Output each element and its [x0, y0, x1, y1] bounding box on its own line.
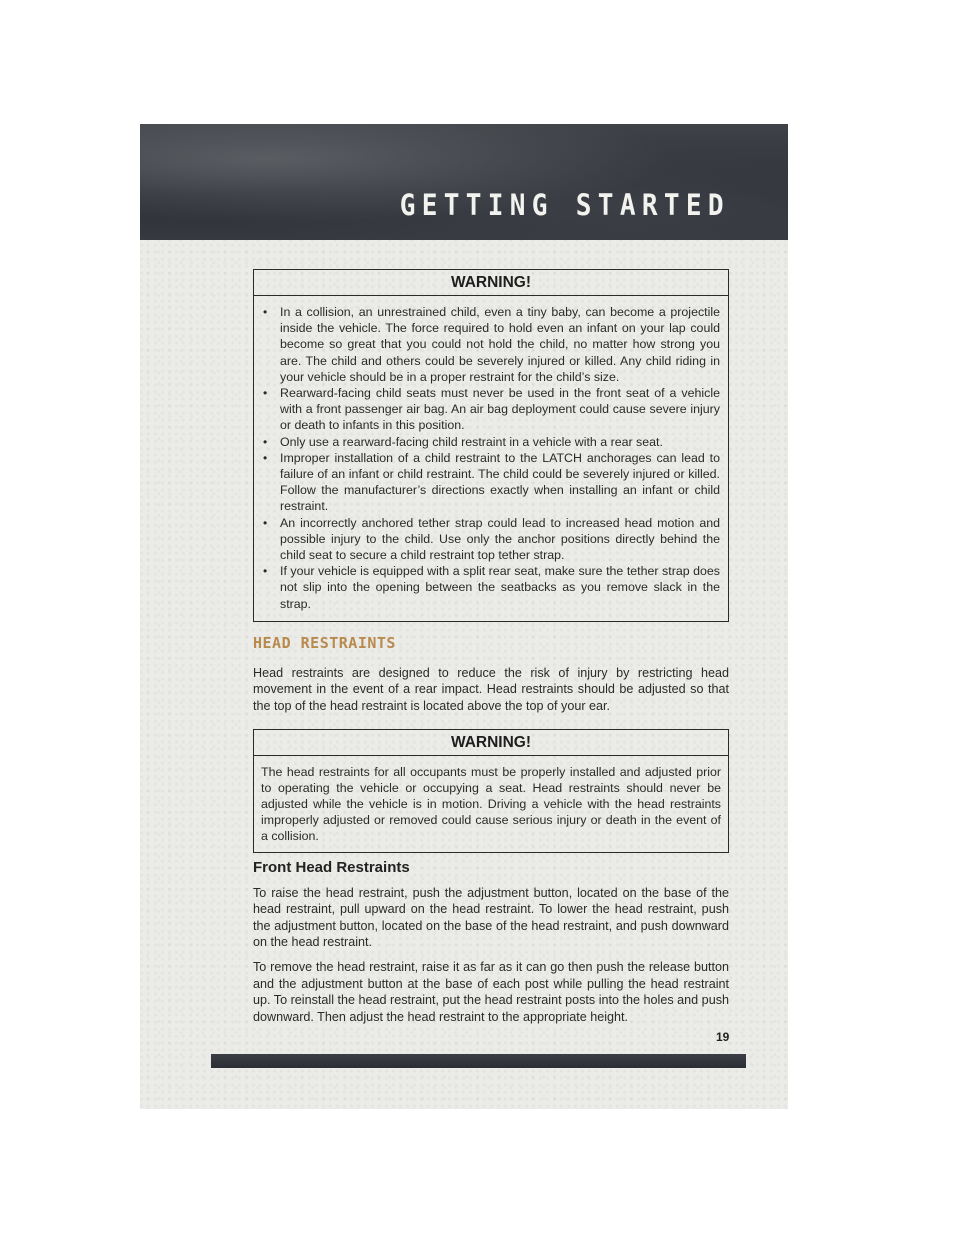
bullet-icon: • — [263, 564, 268, 579]
warning-item — [262, 385, 720, 434]
warning-item — [262, 434, 720, 450]
warning-item-text: Only use a rearward-facing child restraint in a vehicle with a rear seat. — [280, 434, 663, 449]
sub-heading-front-head-restraints: Front Head Restraints — [253, 858, 410, 876]
manual-page — [140, 124, 788, 1109]
bullet-icon: • — [263, 305, 268, 319]
warning-item — [262, 304, 720, 385]
page-content — [253, 269, 729, 1025]
warning-item-text: If your vehicle is equipped with a split rear seat, make sure the tether strap does not slip into the opening between the seatbacks as you remove slack in the strap. — [280, 564, 720, 611]
bullet-icon: • — [263, 386, 268, 401]
footer-band — [211, 1054, 746, 1068]
bullet-icon: • — [263, 450, 268, 465]
warning-title: WARNING! — [254, 270, 728, 296]
page-number: 19 — [716, 1030, 730, 1044]
warning-item-text: Improper installation of a child restraint to the LATCH anchorages can lead to failure of an infant or child restraint. The child could be severely injured or killed. Follow the manufacturer’s directions exactly when installing an infant or child restraint. — [280, 450, 720, 514]
bullet-icon: • — [263, 434, 268, 449]
warning-item-text: In a collision, an unrestrained child, even a tiny baby, can become a projectile inside the vehicle. The force required to hold even an infant on your lap could become so great that you could not hold the child, no matter how strong you are. The child and others could be severely injured or killed. Any child riding in your vehicle should be in a proper restraint for the child’s size. — [280, 305, 720, 384]
warning-item — [262, 450, 720, 515]
front-head-restraints-para-1: To raise the head restraint, push the adjustment button, located on the base of the head restraint, pull upward on the head restraint. To lower the head restraint, push the adjustment button, located on the base of the head restraint, and push downward on the head restraint. — [253, 885, 729, 950]
warning-item — [262, 563, 720, 612]
bullet-icon: • — [263, 515, 268, 530]
section-heading-head-restraints: HEAD RESTRAINTS — [253, 633, 396, 652]
warning-title: WARNING! — [254, 730, 728, 756]
head-restraints-intro: Head restraints are designed to reduce the risk of injury by restricting head movement in the event of a rear impact. Head restraints should be adjusted so that the top of the head restraint is located above the top of your ear. — [253, 665, 729, 714]
warning-box-child-restraints — [253, 269, 729, 622]
warning-item-text: Rearward-facing child seats must never be used in the front seat of a vehicle with a front passenger air bag. An air bag deployment could cause severe injury or death to infants in this position. — [280, 386, 720, 433]
warning-box-head-restraints — [253, 729, 729, 853]
page-title: GETTING STARTED — [399, 188, 730, 222]
warning-item — [262, 515, 720, 564]
warning-item-text: An incorrectly anchored tether strap could lead to increased head motion and possible injury to the child. Use only the anchor positions directly behind the child seat to secure a child restraint top tether strap. — [280, 515, 720, 563]
warning-text: The head restraints for all occupants must be properly installed and adjusted prior to operating the vehicle or occupying a seat. Head restraints should never be adjusted while the vehicle is in motion. Driving a vehicle with the head restraints improperly adjusted or removed could cause serious injury or death in the event of a collision. — [261, 764, 721, 843]
header-band — [140, 124, 788, 240]
front-head-restraints-para-2: To remove the head restraint, raise it as far as it can go then push the release button and the adjustment button at the base of each post while pulling the head restraint up. To reinstall the head restraint, put the head restraint posts into the holes and push downward. Then adjust the head restraint to the appropriate height. — [253, 960, 729, 1024]
warning-list — [254, 296, 728, 621]
